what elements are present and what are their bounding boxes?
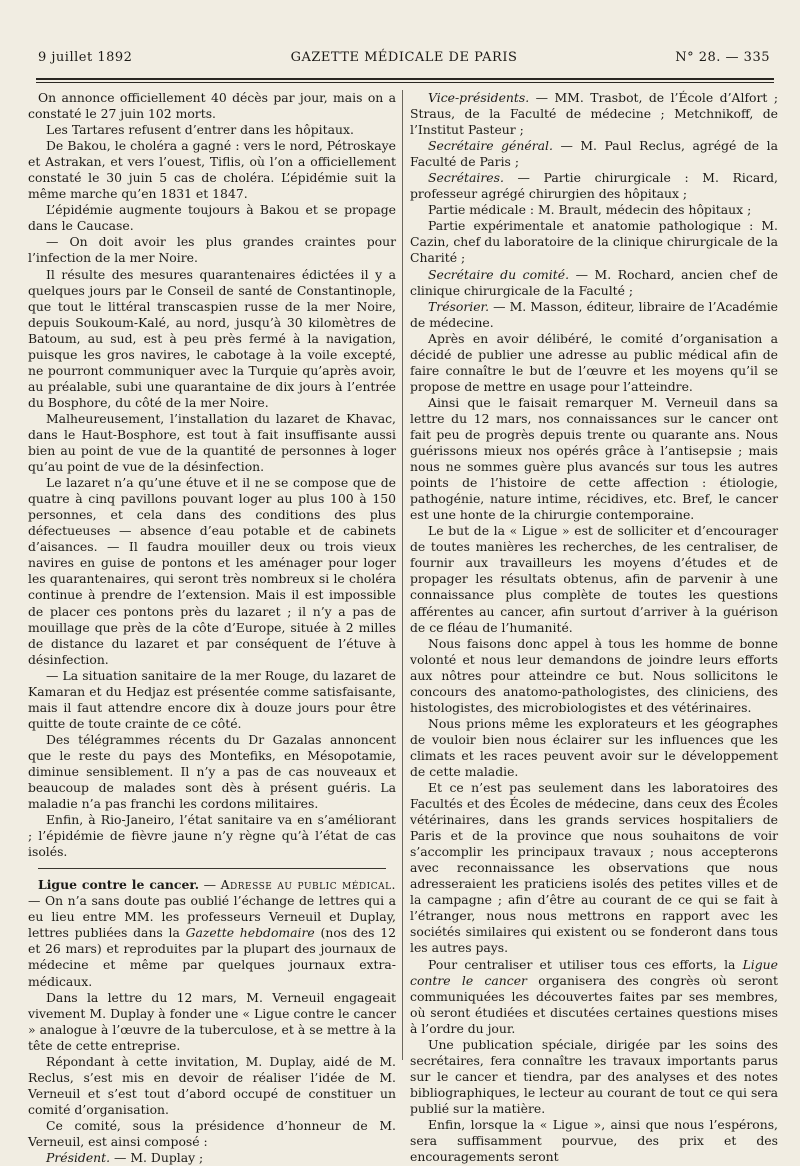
committee-role: Secrétaire général. bbox=[428, 138, 553, 154]
committee-role: Secrétaires. bbox=[428, 170, 504, 186]
paragraph: Malheureusement, l’installation du lazaret de Khavac, dans le Haut-Bosphore, est tout à fait insuffisante aussi bien au point de vue de la quantité de personnes à loger qu’au point de vue de la désinfection. bbox=[28, 410, 396, 475]
section-subtitle: Adresse au public médical. bbox=[220, 877, 396, 893]
committee-entry: Partie médicale : M. Brault, médecin des hôpitaux ; bbox=[428, 202, 752, 218]
paragraph: Après en avoir délibéré, le comité d’organisation a décidé de publier une adresse au public médical afin de faire connaître le but de l’œuvre et les moyens qu’il se propose de mettre en usage pour l’atteindre. bbox=[410, 330, 778, 394]
committee-role: Secrétaire du comité. bbox=[428, 266, 570, 282]
section-title: Ligue contre le cancer. bbox=[38, 877, 200, 893]
paragraph-text: On n’a sans doute pas oublié l’échange de lettres qui a eu lieu entre MM. les professeurs Verneuil et Duplay, lettres publiées dans la bbox=[28, 893, 396, 941]
paragraph: L’épidémie augmente toujours à Bakou et se propage dans le Caucase. bbox=[28, 202, 396, 234]
journal-name: Gazette hebdomaire bbox=[185, 925, 315, 941]
issue-number-page: N° 28. — 335 bbox=[675, 50, 770, 65]
committee-entry bbox=[410, 170, 778, 202]
paragraph: — La situation sanitaire de la mer Rouge, du lazaret de Kamaran et du Hedjaz est présentée comme satisfaisante, mais il faut attendre encore dix à douze jours pour être quitte de toute crainte de ce côté. bbox=[28, 667, 396, 731]
header-rule bbox=[36, 78, 774, 80]
committee-entry bbox=[410, 138, 778, 170]
committee-entry: Partie expérimentale et anatomie pathologique : M. Cazin, chef du laboratoire de la clinique chirurgicale de la Charité ; bbox=[410, 218, 778, 266]
left-column bbox=[28, 90, 396, 1166]
paragraph: Nous prions même les explorateurs et les géographes de vouloir bien nous éclairer sur les influences que les climats et les races peuvent avoir sur le développement de cette maladie. bbox=[410, 715, 778, 779]
paragraph: Nous faisons donc appel à tous les homme de bonne volonté et nous leur demandons de joindre leurs efforts aux nôtres pour atteindre ce but. Nous sollicitons le concours des anatomo-pathologistes, des cliniciens, des histologistes, des microbiologistes et des vétérinaires. bbox=[410, 635, 778, 715]
committee-role: Trésorier. bbox=[428, 298, 490, 314]
ligue-name: Ligue contre le cancer bbox=[410, 956, 778, 988]
committee-member: — M. Rochard, ancien chef de clinique chirurgicale de la Faculté ; bbox=[410, 266, 778, 298]
paragraph-text: Pour centraliser et utiliser tous ces efforts, la bbox=[428, 956, 743, 972]
paragraph: — On doit avoir les plus grandes craintes pour l’infection de la mer Noire. bbox=[28, 234, 396, 266]
ligue-paragraph: Ligue contre le cancer. — Adresse au public médical. — On n’a sans doute pas oublié l’échange de lettres qui a eu lieu entre MM. les professeurs Verneuil et Duplay, lettres publiées dans la Gazette hebdomaire (nos des 12 et 26 mars) et reproduites par la plupart des journaux de médecine et même par quelques journaux extra-médicaux. bbox=[28, 877, 396, 989]
paragraph: Ainsi que le faisait remarquer M. Verneuil dans sa lettre du 12 mars, nos connaissances sur le cancer ont fait peu de progrès depuis trente ou quarante ans. Nous guérissons mieux nos opérés grâce à l’antisepsie ; mais nous ne sommes guère plus avancés sur tous les autres points de l’histoire de cette affection : étiologie, pathogénie, nature intime, récidives, etc. Bref, le cancer est une honte de la chirurgie contemporaine. bbox=[410, 394, 778, 523]
paragraph bbox=[410, 957, 778, 1037]
section-divider bbox=[38, 868, 386, 869]
committee-member: — MM. Trasbot, de l’École d’Alfort ; Straus, de la Faculté de médecine ; Metchnikoff, de l’Institut Pasteur ; bbox=[410, 90, 778, 138]
committee-entry bbox=[410, 90, 778, 138]
column-divider bbox=[402, 90, 403, 1060]
paragraph: Le lazaret n’a qu’une étuve et il ne se compose que de quatre à cinq pavillons pouvant loger au plus 100 à 150 personnes, et cela dans des conditions des plus défectueuses — absence d’eau potable et de cabinets d’aisances. — Il faudra mouiller deux ou trois vieux navires en guise de pontons et les aménager pour loger les quarantenaires, qui seront très nombreux si le choléra continue à prendre de l’extension. Mais il est impossible de placer ces pontons près du lazaret ; il n’y a pas de mouillage que près de la côte d’Europe, située à 2 milles de distance du lazaret et par conséquent de l’étuve à désinfection. bbox=[28, 475, 396, 667]
committee-member: — M. Duplay ; bbox=[110, 1150, 204, 1166]
paragraph-text: (nos des 12 et 26 mars) et reproduites par la plupart des journaux de médecine et même par quelques journaux extra-médicaux. bbox=[28, 925, 396, 989]
page-header bbox=[38, 50, 770, 70]
committee-role: Président. bbox=[46, 1150, 111, 1166]
paragraph: Une publication spéciale, dirigée par les soins des secrétaires, fera connaître les travaux importants parus sur le cancer et tiendra, par des analyses et des notes bibliographiques, le lecteur au courant de tout ce qui sera publié sur la matière. bbox=[410, 1036, 778, 1116]
paragraph: Enfin, à Rio-Janeiro, l’état sanitaire va en s’améliorant ; l’épidémie de fièvre jaune n’y règne qu’à l’état de cas isolés. bbox=[28, 812, 396, 860]
committee-member: — Partie chirurgicale : M. Ricard, professeur agrégé chirurgien des hôpitaux ; bbox=[410, 170, 778, 202]
committee-entry bbox=[410, 299, 778, 331]
committee-entry bbox=[28, 1150, 396, 1166]
committee-role: Vice-présidents. bbox=[428, 90, 530, 105]
committee-entry bbox=[410, 267, 778, 299]
paragraph: De Bakou, le choléra a gagné : vers le nord, Pétroskaye et Astrakan, et vers l’ouest, Tiflis, où l’on a officiellement constaté le 30 juin 5 cas de choléra. L’épidémie suit la même marche qu’en 1831 et 1847. bbox=[28, 138, 396, 202]
committee-member: — M. Masson, éditeur, libraire de l’Académie de médecine. bbox=[410, 298, 778, 330]
issue-date: 9 juillet 1892 bbox=[38, 50, 133, 65]
paragraph: Enfin, lorsque la « Ligue », ainsi que nous l’espérons, sera suffisamment pourvue, des prix et des encouragements seront bbox=[410, 1117, 778, 1165]
right-column bbox=[410, 90, 778, 1165]
paragraph: Et ce n’est pas seulement dans les laboratoires des Facultés et des Écoles de médecine, dans ceux des Écoles vétérinaires, dans les grands services hospitaliers de Paris et de la province que nous souhaitons de voir s’accomplir les principaux travaux ; nous accepterons avec reconnaissance les observations que nous adresseraient les praticiens isolés des petites villes et de la campagne ; afin d’être au courant de ce qui se fait à l’étranger, nous nous mettrons en rapport avec les sociétés similaires qui existent ou se fonderont dans tous les autres pays. bbox=[410, 780, 778, 956]
paragraph-text: organisera des congrès où seront communiquées les découvertes faites par ses membres, où seront étudiées et discutées certaines questions mises à l’ordre du jour. bbox=[410, 972, 778, 1036]
paragraph: Ce comité, sous la présidence d’honneur de M. Verneuil, est ainsi composé : bbox=[28, 1117, 396, 1149]
paragraph: On annonce officiellement 40 décès par jour, mais on a constaté le 27 juin 102 morts. bbox=[28, 90, 396, 122]
paragraph: Le but de la « Ligue » est de solliciter et d’encourager de toutes manières les recherches, de les centraliser, de fournir aux travailleurs les moyens d’études et de propager les résultats obtenus, afin de parvenir à une connaissance plus complète de toutes les questions afférentes au cancer, afin surtout d’arriver à la guérison de ce fléau de l’humanité. bbox=[410, 523, 778, 635]
journal-title: GAZETTE MÉDICALE DE PARIS bbox=[290, 50, 518, 65]
paragraph: Répondant à cette invitation, M. Duplay, aidé de M. Reclus, s’est mis en devoir de réaliser l’idée de M. Verneuil et s’est tout d’abord occupé de constituer un comité d’organisation. bbox=[28, 1053, 396, 1117]
header-rule-thin bbox=[36, 82, 774, 83]
paragraph: Les Tartares refusent d’entrer dans les hôpitaux. bbox=[46, 122, 354, 138]
paragraph: Des télégrammes récents du Dr Gazalas annoncent que le reste du pays des Montefiks, en Mésopotamie, diminue sensiblement. Il n’y a pas de cas nouveaux et beaucoup de malades sont dès à présent guéris. La maladie n’a pas franchi les cordons militaires. bbox=[28, 731, 396, 812]
paragraph: Dans la lettre du 12 mars, M. Verneuil engageait vivement M. Duplay à fonder une « Ligue contre le cancer » analogue à l’œuvre de la tuberculose, et à se mettre à la tête de cette entreprise. bbox=[28, 989, 396, 1053]
committee-member: — M. Paul Reclus, agrégé de la Faculté de Paris ; bbox=[410, 138, 778, 170]
paragraph: Il résulte des mesures quarantenaires édictées il y a quelques jours par le Conseil de santé de Constantinople, que tout le littéral transcaspien russe de la mer Noire, depuis Soukoum-Kalé, au nord, jusqu’à 30 kilomètres de Batoum, au sud, est à peu près fermé à la navigation, puisque les gros navires, le cabotage à la voile excepté, ne pourront communiquer avec la Turquie qu’après avoir, au préalable, subi une quarantaine de dix jours à l’entrée du Bosphore, du côté de la mer Noire. bbox=[28, 266, 396, 410]
